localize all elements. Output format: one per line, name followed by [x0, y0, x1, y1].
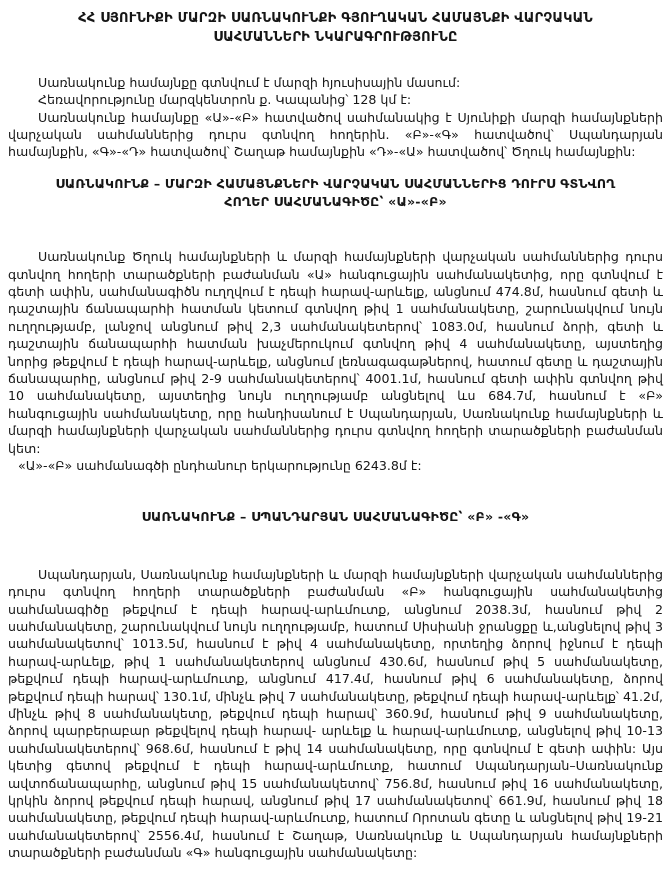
section-heading-a-b: ՍԱՌՆԱԿՈՒՆՔ – ՄԱՐԶԻ ՀԱՄԱՅՆՔՆԵՐԻ ՎԱՐՉԱԿԱՆ ՍԱՀՄԱՆՆԵՐԻՑ ԴՈՒՐՍ ԳՏՆՎՈՂ ՀՈՂԵՐ ՍԱՀՄԱՆԱԳԻԾԸ՝ «Ա»-«Բ»: [55, 175, 616, 209]
document-title: ՀՀ ՍՅՈՒՆԻՔԻ ՄԱՐԶԻ ՍԱՌՆԱԿՈՒՆՔԻ ԳՅՈՒՂԱԿԱՆ ՀԱՄԱՅՆՔԻ ՎԱՐՉԱԿԱՆ ՍԱՀՄԱՆՆԵՐԻ ՆԿԱՐԱԳՐՈՒԹՅՈՒՆԸ: [78, 11, 593, 45]
paragraph-distance: Հեռավորությունը մարզկենտրոն ք. Կապանից՝ 128 կմ է:: [38, 92, 412, 108]
section-body-a-b: Սառնակունք Ծղուկ համայնքների և մարզի համայնքների վարչական սահմաններից դուրս գտնվող հողերի տարածքների բաժանման «Ա» հանգուցային սահմանակետից, որը գտնվում է գետի ափին, սահմանագիծն ուղղվում է դեպի հարավ-արևելք, անցնում 474.8մ, հասնում գետի և դաշտային ճանապարհի հատման կետում գտնվող թիվ 1 սահմանակետը, շարունակվում նույն ուղղությամբ, լանջով անցնում թիվ 2,3 սահմանակետերով՝ 1083.0մ, հասնում ձորի, գետի և դաշտային ճանապարհի հատման խաչմերուկում գտնվող թիվ 4 սահմանակետը, այստեղից նորից թեքվում է դեպի հարավ-արևելք, անցնում լեռնագագաթներով, հատում գետը և դաշտային ճանապարհը, անցնում թիվ 2-9 սահմանակետերով՝ 4001.1մ, հասնում գետի ափին գտնվող թիվ 10 սահմանակետը, այստեղից նույն ուղղությամբ անցնելով ևս 684.7մ, հասնում է «Բ» հանգուցային սահմանակետը, որը հանդիսանում է Սպանդարյան, Սառնակունք համայնքների և մարզի համայնքների վարչական սահմաններից դուրս գտնվող հողերի տարածքների բաժանման կետ:: [8, 249, 663, 456]
boundary-length-note: «Ա»-«Բ» սահմանագծի ընդհանուր երկարությունը 6243.8մ է:: [18, 458, 422, 474]
section-body-b-g: Սպանդարյան, Սառնակունք համայնքների և մարզի համայնքների վարչական սահմաններից դուրս գտնվող հողերի տարածքների բաժանման «Բ» հանգուցային սահմանակետից սահմանագիծը թեքվում է դեպի հարավ-արևմուտք, անցնում 2038.3մ, հասնում թիվ 2 սահմանակետը, շարունակվում նույն ուղղությամբ, հատում Սիսիանի ջրանցքը և,անցնելով թիվ 3 սահմանակետով՝ 1013.5մ, հասնում է թիվ 4 սահմանակետը, որտեղից ձորով իջնում է դեպի հարավ-արևելք, թիվ 1 սահմանակետերով անցնում 430.6մ, հասնում թիվ 5 սահմանակետը, թեքվում դեպի հարավ-արևմուտք, անցնում 417.4մ, հասնում թիվ 6 սահմանակետը, ձորով թեքվում դեպի հարավ՝ 130.1մ, մինչև թիվ 7 սահմանակետը, թեքվում դեպի հարավ-արևելք՝ 41.2մ, մինչև թիվ 8 սահմանակետը, թեքվում դեպի հարավ՝ 360.9մ, հասնում թիվ 9 սահմանակետը, ձորով պարբերաբար թեքվելով դեպի հարավ- արևելք և հարավ-արևմուտք, անցնելով թիվ 10-13 սահմանակետերով՝ 968.6մ, հասնում է թիվ 14 սահմանակետը, որը գտնվում է գետի ափին: Այս կետից գետով թեքվում է դեպի հարավ-արևմուտք, հատում Սպանդարյան–Սառնակունք ավտոճանապարհը, անցնում թիվ 15 սահմանակետով՝ 756.8մ, հասնում թիվ 16 սահմանակետը, կրկին ձորով թեքվում դեպի հարավ, անցնում թիվ 17 սահմանակետով՝ 661.9մ, հասնում թիվ 18 սահմանակետը, թեքվում դեպի հարավ-արևմուտք, հատում Որոտան գետը և անցնելով թիվ 19-21 սահմանակետերով՝ 2556.4մ, հասնում է Շաղաթ, Սառնակունք և Սպանդարյան համայնքների տարածքների բաժանման «Գ» հանգուցային սահմանակետը:: [8, 566, 663, 861]
paragraph-border-overview: Սառնակունք համայնքը «Ա»-«Բ» հատվածով սահմանակից է Սյունիքի մարզի համայնքների վարչական սահմաններից դուրս գտնվող հողերին. «Բ»-«Գ» հատվածով՝ Սպանդարյան համայնքին, «Գ»-«Դ» հատվածով՝ Շաղաթ համայնքին «Դ»-«Ա» հատվածով՝ Ծղուկ համայնքին:: [8, 109, 663, 160]
paragraph-location: Սառնակունք համայնքը գտնվում է մարզի հյուսիսային մասում:: [38, 74, 461, 90]
section-heading-b-g: ՍԱՌՆԱԿՈՒՆՔ – ՍՊԱՆԴԱՐՅԱՆ ՍԱՀՄԱՆԱԳԻԾԸ՝ «Բ» -«Գ»: [141, 508, 530, 524]
